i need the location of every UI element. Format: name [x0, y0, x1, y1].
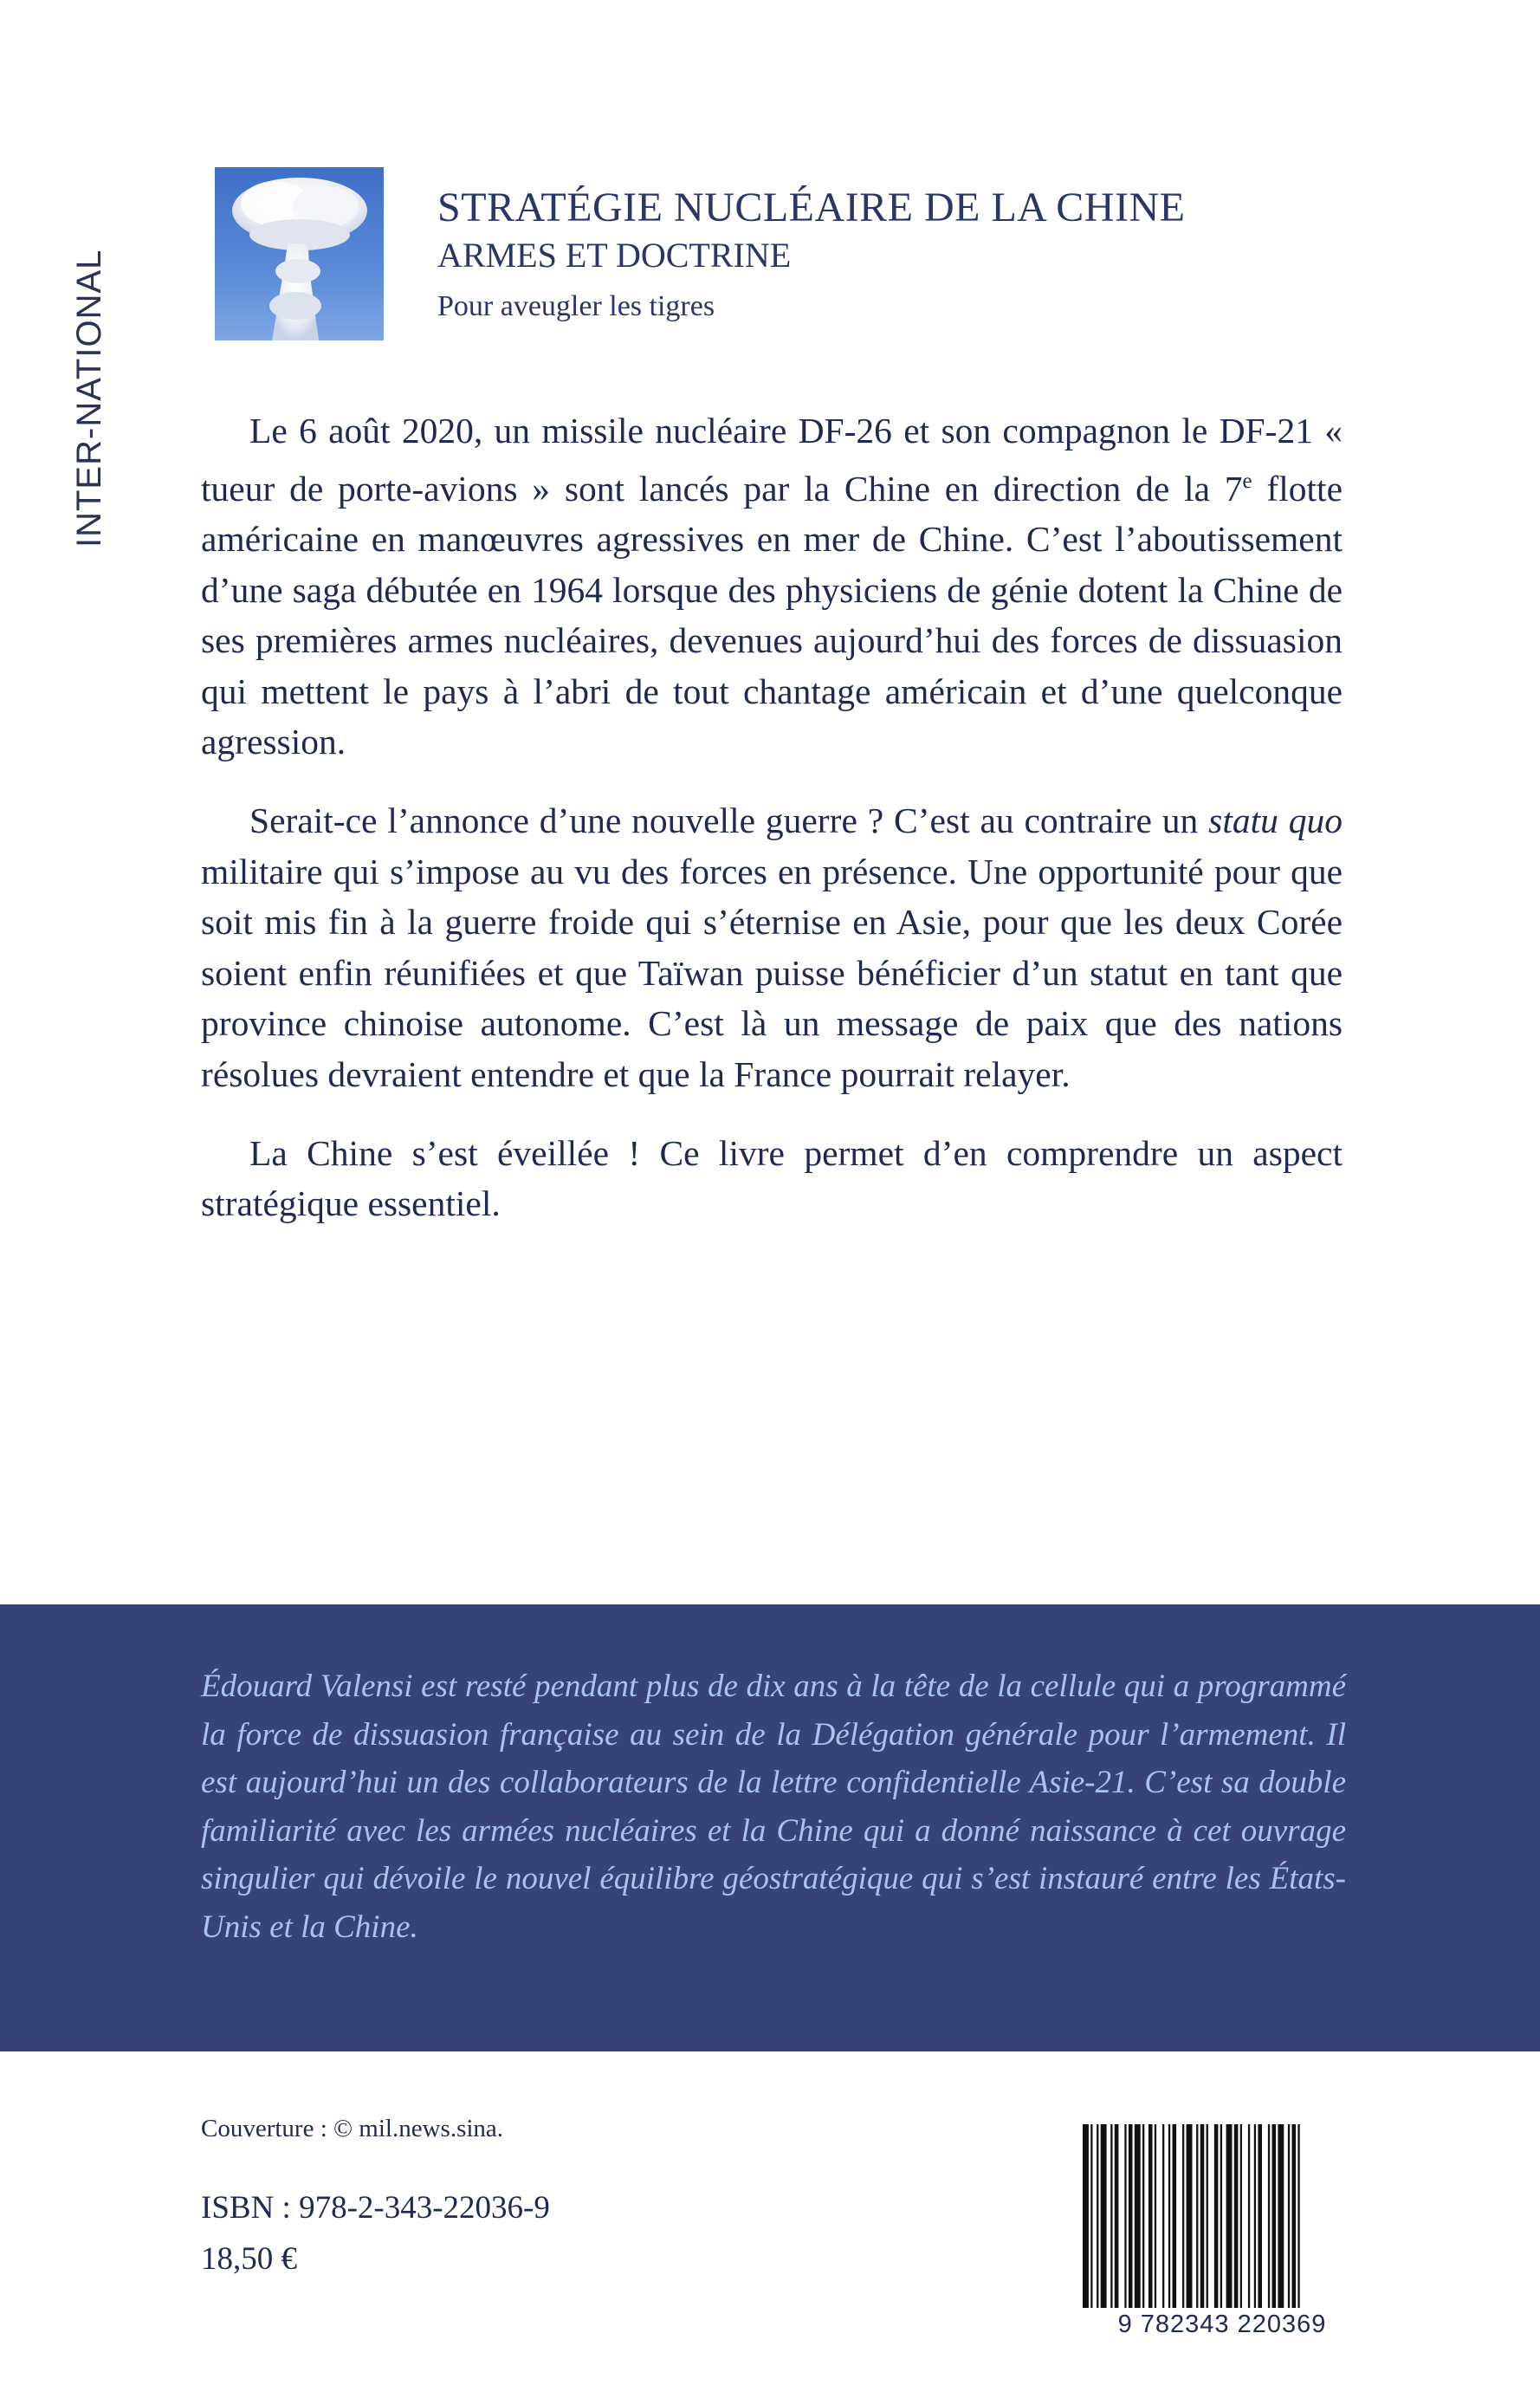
barcode-bar [1292, 2124, 1297, 2308]
barcode-bar [1200, 2124, 1205, 2308]
summary-paragraph-1: Le 6 août 2020, un missile nucléaire DF-26 et son compagnon le DF-21 « tueur de porte-avions » sont lancés par la Chine en direction de la 7e flotte américaine en manœuvres agressives en mer de Chine. C’est l’aboutissement d’une saga débutée en 1964 lorsque des physiciens de génie dotent la Chine de ses premières armes nucléaires, devenues aujourd’hui des forces de dissuasion qui mettent le pays à l’abri de tout chantage américain et d’une quelconque agression. [201, 411, 1343, 762]
barcode-bar [1226, 2124, 1233, 2308]
barcode-bar [1173, 2124, 1177, 2308]
book-title: STRATÉGIE NUCLÉAIRE DE LA CHINE [437, 185, 1186, 230]
mushroom-cloud-icon [215, 167, 384, 340]
barcode-bar [1248, 2124, 1250, 2308]
barcode-bar [1142, 2124, 1144, 2308]
barcode-bar [1155, 2124, 1156, 2308]
barcode [1079, 2124, 1365, 2308]
barcode-bar [1214, 2124, 1219, 2308]
barcode-bar [1207, 2124, 1208, 2308]
summary-paragraph-3: La Chine s’est éveillée ! Ce livre permet d’en comprendre un aspect stratégique essentiel. [201, 1132, 1343, 1224]
barcode-bar [1288, 2124, 1290, 2308]
spine-label-text: INTER-NATIONAL [70, 249, 108, 548]
barcode-bar [1124, 2124, 1126, 2308]
barcode-bar [1196, 2124, 1198, 2308]
barcode-bar [1272, 2124, 1277, 2308]
barcode-bar [1101, 2124, 1107, 2308]
barcode-bar [1278, 2124, 1284, 2308]
barcode-bar [1162, 2124, 1164, 2308]
barcode-bar [1115, 2124, 1119, 2308]
barcode-bar [1187, 2124, 1193, 2308]
barcode-bar [1135, 2124, 1141, 2308]
barcode-bar [1083, 2124, 1089, 2308]
book-subtitle: ARMES ET DOCTRINE [437, 236, 792, 275]
barcode-bar [1268, 2124, 1270, 2308]
barcode-bar [1090, 2124, 1092, 2308]
barcode-bar [1254, 2124, 1256, 2308]
book-tagline: Pour aveugler les tigres [437, 290, 715, 322]
summary-paragraph-2 [201, 795, 1343, 1100]
author-bio: Édouard Valensi est resté pendant plus de dix ans à la tête de la cellule qui a programmé la force de dissuasion française au sein de la Délégation générale pour l’armement. Il est aujourd’hui un des collaborateurs de la lettre confidentielle Asie-21. C’est sa double familiarité avec les armées nucléaires et la Chine qui a donné naissance à cet ouvrage singulier qui dévoile le nouvel équilibre géostratégique qui s’est instauré entre les États-Unis et la Chine. [201, 1669, 1346, 1945]
book-header [437, 184, 1433, 326]
barcode-bar [1258, 2124, 1262, 2308]
author-band [0, 1604, 1540, 2051]
summary-p2-end: militaire qui s’impose au vu des forces en présence. Une opportunité pour que soit mis fin à la guerre froide qui s’éternise en Asie, pour que les deux Corée soient enfin réunifiées et que Taïwan puisse bénéficier d’un statut en tant que province chinoise autonome. C’est là un message de paix que des nations résolues devraient entendre et que la France pourrait relayer. [201, 851, 1343, 1094]
isbn: ISBN : 978-2-343-22036-9 [201, 2190, 550, 2226]
barcode-bar [1182, 2124, 1184, 2308]
barcode-bar [1297, 2124, 1299, 2308]
price: 18,50 € [201, 2241, 297, 2277]
cover-thumbnail [215, 167, 384, 340]
barcode-bar [1110, 2124, 1112, 2308]
barcode-bar [1149, 2124, 1153, 2308]
barcode-bar [1220, 2124, 1222, 2308]
summary-p2-start: Serait-ce l’annonce d’une nouvelle guerre ? C’est au contraire un [249, 800, 1209, 840]
cover-credit: Couverture : © mil.news.sina. [201, 2115, 504, 2142]
summary-p2-italic: statu quo [1208, 800, 1343, 840]
barcode-bar [1097, 2124, 1098, 2308]
barcode-digits: 9 782343 220369 [1117, 2310, 1327, 2338]
barcode-bar [1129, 2124, 1133, 2308]
book-summary [201, 405, 1343, 1257]
barcode-bar [1234, 2124, 1239, 2308]
barcode-bar [1168, 2124, 1170, 2308]
barcode-icon [1079, 2124, 1365, 2308]
barcode-bar [1240, 2124, 1242, 2308]
